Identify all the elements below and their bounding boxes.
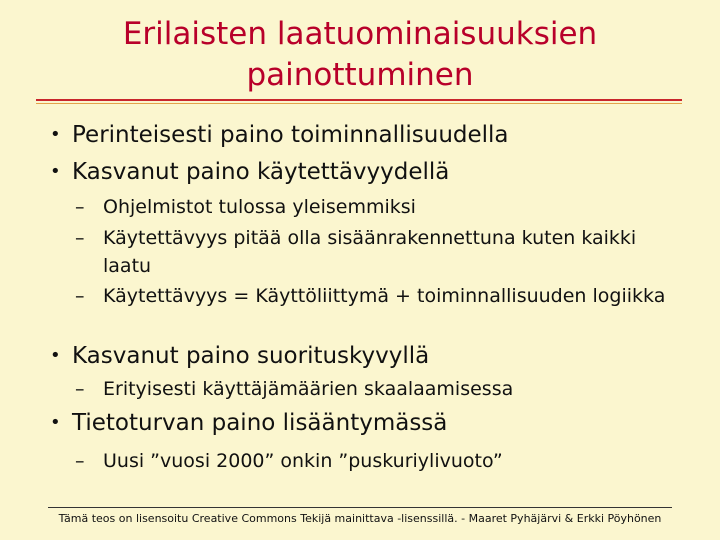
sub-bullet-text: Ohjelmistot tulossa yleisemmiksi — [103, 196, 416, 218]
title-line-1: Erilaisten laatuominaisuuksien — [122, 16, 598, 52]
bullet-text: Kasvanut paino käytettävyydellä — [72, 159, 450, 185]
sub-bullet-text: Erityisesti käyttäjämäärien skaalaamisessa — [103, 378, 514, 400]
footer-divider — [48, 507, 672, 508]
bullet-text: Kasvanut paino suorituskyvyllä — [72, 343, 430, 369]
slide-title — [40, 14, 680, 96]
bullet-marker: • — [50, 124, 61, 145]
sub-bullet-text: Käytettävyys = Käyttöliittymä + toiminnallisuuden logiikka — [103, 285, 666, 307]
dash-marker: – — [75, 227, 85, 249]
sub-bullet-text: Uusi ”vuosi 2000” onkin ”puskuriylivuoto” — [103, 450, 503, 472]
bullet-text: Perinteisesti paino toiminnallisuudella — [72, 122, 509, 148]
title-divider-accent — [36, 103, 682, 104]
dash-marker: – — [75, 285, 85, 307]
dash-marker: – — [75, 450, 85, 472]
bullet-marker: • — [50, 161, 61, 182]
bullet-marker: • — [50, 345, 61, 366]
dash-marker: – — [75, 378, 85, 400]
sub-bullet-text: Käytettävyys pitää olla sisäänrakennettuna kuten kaikki laatu — [103, 227, 637, 277]
bullet-text: Tietoturvan paino lisääntymässä — [72, 410, 448, 436]
footer-license: Tämä teos on lisensoitu Creative Commons Tekijä mainittava -lisenssillä. - Maaret Pyhäjärvi & Erkki Pöyhönen — [58, 512, 662, 525]
dash-marker: – — [75, 196, 85, 218]
title-line-2: painottuminen — [246, 57, 474, 93]
bullet-marker: • — [50, 412, 61, 433]
title-divider — [36, 99, 682, 101]
